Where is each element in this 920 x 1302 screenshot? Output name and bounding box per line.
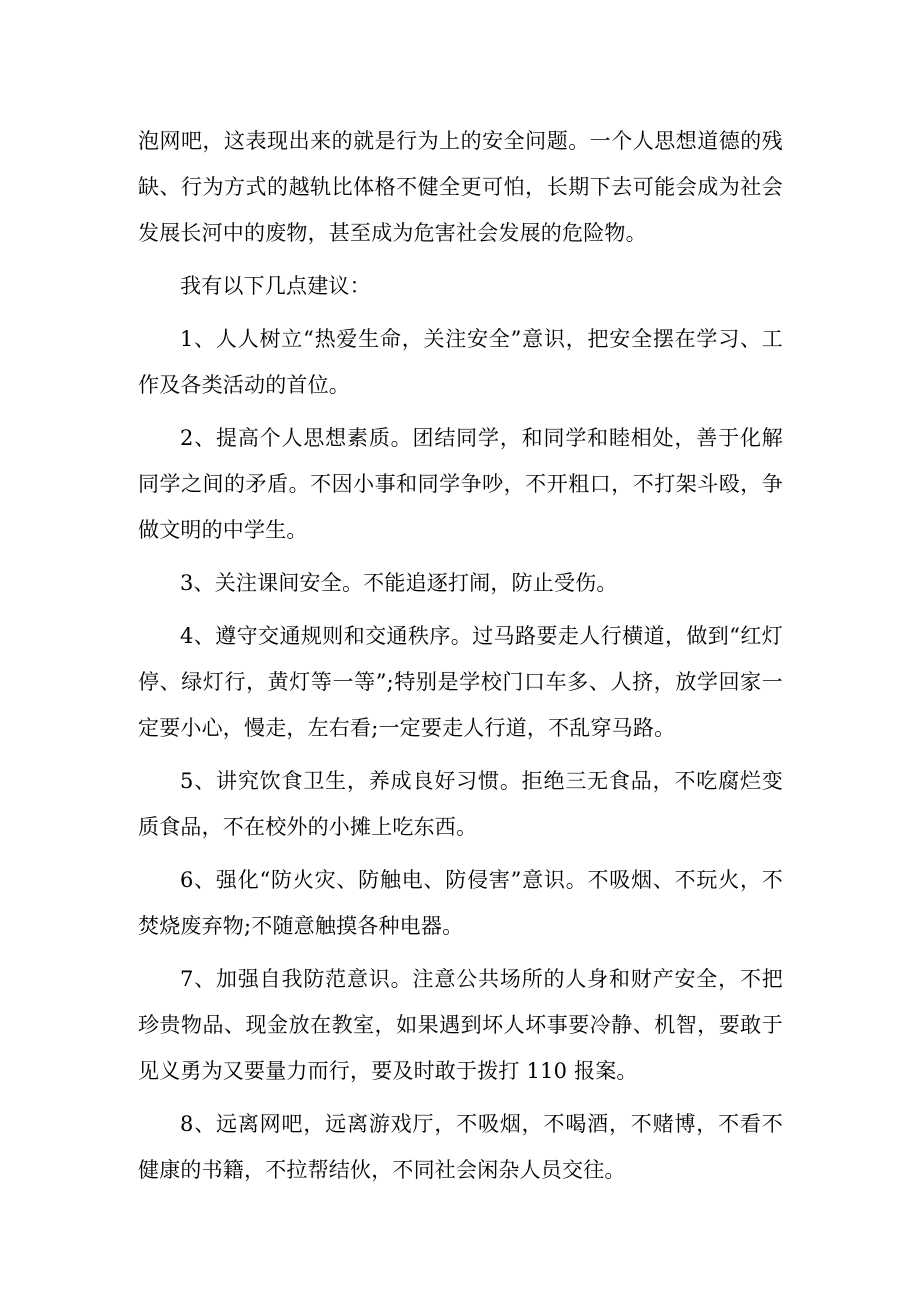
paragraph-continuation: 泡网吧，这表现出来的就是行为上的安全问题。一个人思想道德的残缺、行为方式的越轨比体格不健全更可怕，长期下去可能会成为社会发展长河中的废物，甚至成为危害社会发展的危险物。 [138, 129, 783, 245]
suggestion-item-8: 8、远离网吧，远离游戏厅，不吸烟，不喝酒，不赌博，不看不健康的书籍，不拉帮结伙，不同社会闲杂人员交往。 [138, 1112, 783, 1182]
suggestion-item-7: 7、加强自我防范意识。注意公共场所的人身和财产安全，不把珍贵物品、现金放在教室，如果遇到坏人坏事要冷静、机智，要敢于见义勇为又要量力而行，要及时敢于拨打 110 报案。 [138, 967, 783, 1083]
suggestion-item-5: 5、讲究饮食卫生，养成良好习惯。拒绝三无食品，不吃腐烂变质食品，不在校外的小摊上吃东西。 [138, 769, 783, 839]
suggestion-item-2: 2、提高个人思想素质。团结同学，和同学和睦相处，善于化解同学之间的矛盾。不因小事和同学争吵，不开粗口，不打架斗殴，争做文明的中学生。 [138, 426, 783, 542]
suggestion-item-3: 3、关注课间安全。不能追逐打闹，防止受伤。 [180, 571, 618, 595]
suggestion-item-1: 1、人人树立“热爱生命，关注安全”意识，把安全摆在学习、工作及各类活动的首位。 [138, 327, 783, 397]
document-body [138, 118, 783, 1200]
paragraph-suggestions-intro: 我有以下几点建议： [180, 274, 371, 298]
suggestion-item-4: 4、遵守交通规则和交通秩序。过马路要走人行横道，做到“红灯停、绿灯行，黄灯等一等”;特别是学校门口车多、人挤，放学回家一定要小心，慢走，左右看;一定要走人行道，不乱穿马路。 [138, 624, 783, 740]
suggestion-item-6: 6、强化“防火灾、防触电、防侵害”意识。不吸烟、不玩火，不焚烧废弃物;不随意触摸各种电器。 [138, 868, 783, 938]
